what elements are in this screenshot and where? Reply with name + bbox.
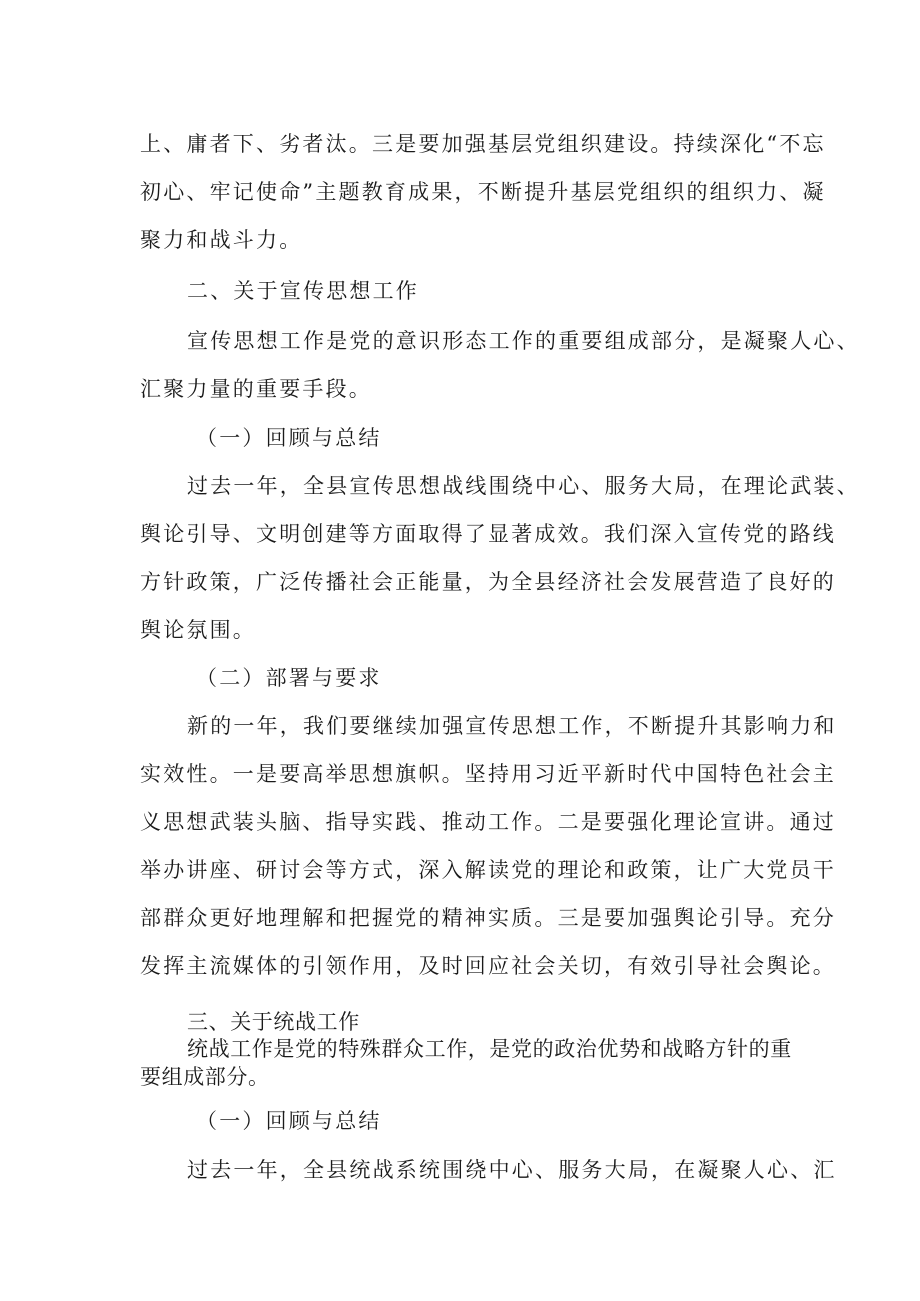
paragraph-line: 过去一年，全县宣传思想战线围绕中心、服务大局，在理论武装、 [187,474,860,498]
subsection-heading: （一）回顾与总结 [196,1109,382,1133]
paragraph-line: 统战工作是党的特殊群众工作，是党的政治优势和战略方针的重 [187,1037,792,1061]
section-heading: 三、关于统战工作 [187,1010,360,1034]
subsection-heading: （一）回顾与总结 [196,426,382,450]
paragraph-line: 初心、牢记使命”主题教育成果，不断提升基层党组织的组织力、凝 [140,180,826,204]
paragraph-line: 上、庸者下、劣者汰。三是要加强基层党组织建设。持续深化“不忘 [140,132,826,156]
paragraph-line: 舆论引导、文明创建等方面取得了显著成效。我们深入宣传党的路线 [140,522,836,546]
paragraph-line: 部群众更好地理解和把握党的精神实质。三是要加强舆论引导。充分 [140,906,836,930]
subsection-heading: （二）部署与要求 [196,666,382,690]
paragraph-line: 方针政策，广泛传播社会正能量，为全县经济社会发展营造了良好的 [140,570,836,594]
paragraph-line: 过去一年，全县统战系统围绕中心、服务大局，在凝聚人心、汇 [187,1158,837,1182]
paragraph-line: 义思想武装头脑、指导实践、推动工作。二是要强化理论宣讲。通过 [140,810,836,834]
paragraph-line: 要组成部分。 [140,1065,270,1089]
paragraph-line: 发挥主流媒体的引领作用，及时回应社会关切，有效引导社会舆论。 [140,954,836,978]
section-heading: 二、关于宣传思想工作 [187,279,419,303]
paragraph-line: 实效性。一是要高举思想旗帜。坚持用习近平新时代中国特色社会主 [140,762,836,786]
paragraph-line: 举办讲座、研讨会等方式，深入解读党的理论和政策，让广大党员干 [140,858,836,882]
paragraph-line: 聚力和战斗力。 [140,228,303,252]
paragraph-line: 宣传思想工作是党的意识形态工作的重要组成部分，是凝聚人心、 [187,329,860,353]
paragraph-line: 舆论氛围。 [140,618,256,642]
paragraph-line: 新的一年，我们要继续加强宣传思想工作，不断提升其影响力和 [187,714,837,738]
paragraph-line: 汇聚力量的重要手段。 [140,377,372,401]
